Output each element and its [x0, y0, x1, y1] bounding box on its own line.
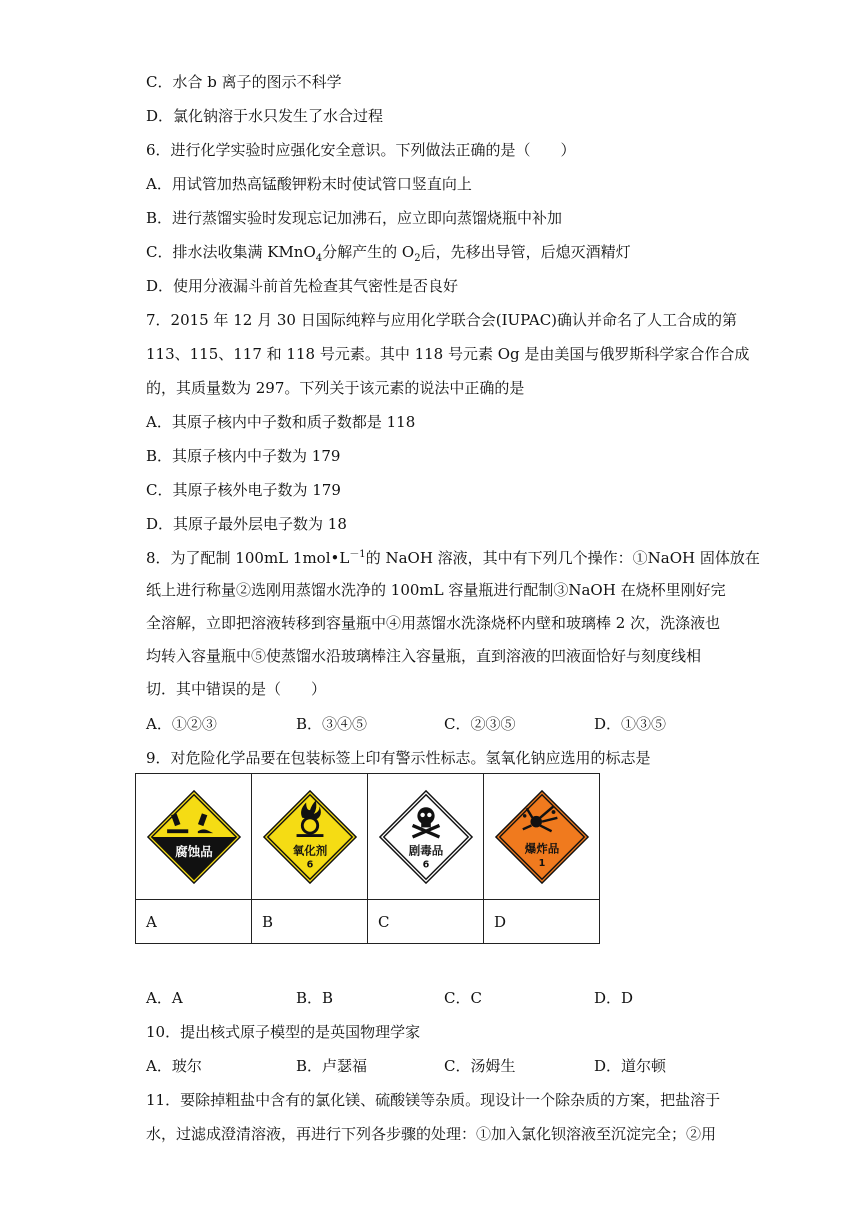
- q10-option-c: C．汤姆生: [444, 1057, 516, 1075]
- sign-number: 1: [538, 857, 545, 869]
- sign-cell-d: [484, 774, 600, 900]
- q7-option-a: A．其原子核内中子数和质子数都是 118: [146, 413, 416, 431]
- q9-option-b: B．B: [296, 989, 334, 1007]
- sign-cell-b: [252, 774, 368, 900]
- text-segment: 8．为了配制 100mL 1mol•L: [146, 549, 350, 567]
- sign-label-d: D: [484, 900, 600, 944]
- question-11-line: 11．要除掉粗盐中含有的氯化镁、硫酸镁等杂质。现设计一个除杂质的方案，把盐溶于: [146, 1091, 721, 1109]
- sign-number: 6: [306, 859, 313, 871]
- sign-cell-c: [368, 774, 484, 900]
- corrosive-sign-icon: [146, 789, 242, 885]
- toxic-sign-icon: [378, 789, 474, 885]
- q10-option-b: B．卢瑟福: [296, 1057, 368, 1075]
- q8-option-a: A．①②③: [146, 715, 217, 733]
- question-9: 9．对危险化学品要在包装标签上印有警示性标志。氢氧化钠应选用的标志是: [146, 749, 651, 767]
- q6-option-b: B．进行蒸馏实验时发现忘记加沸石，应立即向蒸馏烧瓶中补加: [146, 209, 563, 227]
- q9-option-c: C．C: [444, 989, 482, 1007]
- sign-label-a: A: [136, 900, 252, 944]
- question-10: 10．提出核式原子模型的是英国物理学家: [146, 1023, 421, 1041]
- q6-option-a: A．用试管加热高锰酸钾粉末时使试管口竖直向上: [146, 175, 472, 193]
- text-segment: C．排水法收集满 KMnO: [146, 243, 316, 261]
- sign-cell-a: [136, 774, 252, 900]
- sign-number: 6: [422, 859, 429, 871]
- q10-option-d: D．道尔顿: [594, 1057, 667, 1075]
- sign-label: 爆炸品: [524, 840, 559, 855]
- sign-label: 剧毒品: [408, 842, 443, 857]
- question-7-line: 7．2015 年 12 月 30 日国际纯粹与应用化学联合会(IUPAC)确认并命名了人工合成的第: [146, 311, 738, 329]
- q10-option-a: A．玻尔: [146, 1057, 202, 1075]
- sign-label: 氧化剂: [292, 842, 327, 857]
- question-8-line: 切．其中错误的是（ ）: [146, 680, 327, 698]
- sign-label-c: C: [368, 900, 484, 944]
- sign-label: 腐蚀品: [174, 843, 213, 859]
- superscript: －1: [349, 549, 366, 560]
- question-6: 6．进行化学实验时应强化安全意识。下列做法正确的是（ ）: [146, 141, 576, 159]
- question-8-line: 均转入容量瓶中⑤使蒸馏水沿玻璃棒注入容量瓶，直到溶液的凹液面恰好与刻度线相: [146, 647, 702, 665]
- q10-options: [146, 1056, 716, 1076]
- question-8-line: 纸上进行称量②选刚用蒸馏水洗净的 100mL 容量瓶进行配制③NaOH 在烧杯里刚好完: [146, 581, 726, 599]
- option-line: D．氯化钠溶于水只发生了水合过程: [146, 107, 384, 125]
- q7-option-c: C．其原子核外电子数为 179: [146, 481, 341, 499]
- explosive-sign-icon: [494, 789, 590, 885]
- question-11-line: 水，过滤成澄清溶液，再进行下列各步骤的处理：①加入氯化钡溶液至沉淀完全；②用: [146, 1125, 717, 1143]
- question-7-line: 113、115、117 和 118 号元素。其中 118 号元素 Og 是由美国与俄罗斯科学家合作合成: [146, 345, 750, 363]
- subscript: 4: [315, 253, 323, 264]
- q8-option-b: B．③④⑤: [296, 715, 368, 733]
- q8-option-d: D．①③⑤: [594, 715, 667, 733]
- q6-option-c: [146, 242, 631, 262]
- text-segment: 的 NaOH 溶液，其中有下列几个操作：①NaOH 固体放在: [365, 549, 760, 567]
- oxidizer-sign-icon: [262, 789, 358, 885]
- sign-label-b: B: [252, 900, 368, 944]
- q9-option-a: A．A: [146, 989, 183, 1007]
- q8-option-c: C．②③⑤: [444, 715, 516, 733]
- text-segment: 后，先移出导管，后熄灭酒精灯: [420, 243, 631, 261]
- option-line: C．水合 b 离子的图示不科学: [146, 73, 342, 91]
- question-8-line: [146, 548, 760, 568]
- subscript: 2: [414, 253, 421, 264]
- q8-options: [146, 714, 716, 734]
- q9-option-d: D．D: [594, 989, 634, 1007]
- text-segment: 分解产生的 O: [322, 243, 415, 261]
- q7-option-b: B．其原子核内中子数为 179: [146, 447, 341, 465]
- question-8-line: 全溶解，立即把溶液转移到容量瓶中④用蒸馏水洗涤烧杯内壁和玻璃棒 2 次，洗涤液也: [146, 614, 721, 632]
- hazard-sign-table: [135, 773, 600, 944]
- question-7-line: 的，其质量数为 297。下列关于该元素的说法中正确的是: [146, 379, 525, 397]
- q6-option-d: D．使用分液漏斗前首先检查其气密性是否良好: [146, 277, 459, 295]
- q7-option-d: D．其原子最外层电子数为 18: [146, 515, 347, 533]
- q9-options: [146, 988, 716, 1008]
